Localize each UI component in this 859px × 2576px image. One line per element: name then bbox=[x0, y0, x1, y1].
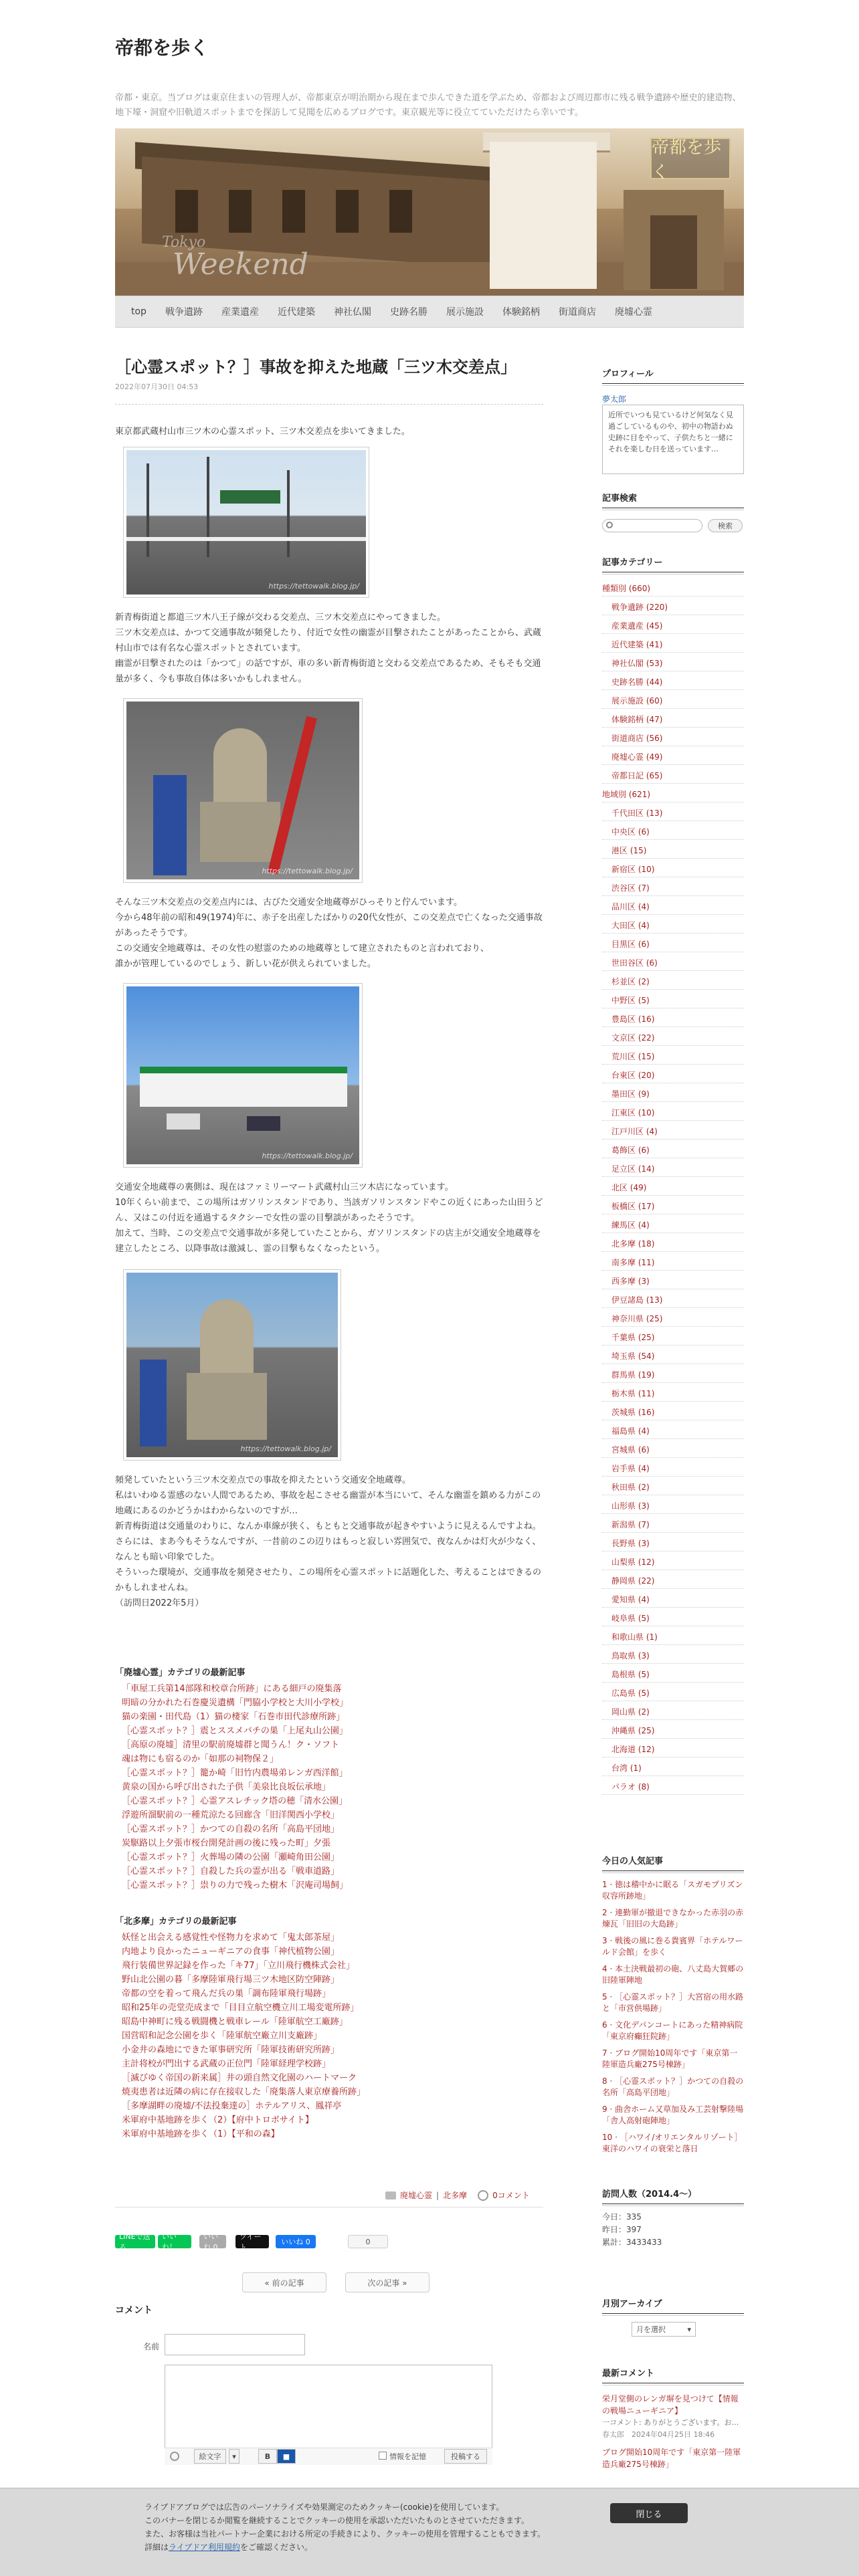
color-button[interactable]: ■ bbox=[277, 2449, 296, 2464]
category-item[interactable]: 目黒区 (6) bbox=[602, 936, 744, 952]
banner-monument-base bbox=[650, 215, 697, 289]
post-title[interactable]: ［心霊スポット？］事故を抑えた地蔵「三ツ木交差点」 bbox=[115, 358, 516, 377]
category-block-link[interactable]: 妖怪と出会える感覚性や怪物力を求めて「鬼太郎茶屋」 bbox=[122, 1933, 340, 1943]
emoji-dropdown[interactable]: ▾ bbox=[229, 2449, 240, 2464]
category-item[interactable]: 岡山県 (2) bbox=[602, 1704, 744, 1720]
post-footer-meta bbox=[385, 2189, 530, 2201]
category-block-link[interactable]: 昭島中神町に残る戦闘機と戦車レール「陸軍航空工廠跡」 bbox=[122, 2017, 348, 2027]
popular-item[interactable]: 5 · ［心霊スポット？］大宮宿の用水路と「市営供場跡」 bbox=[602, 1992, 744, 2013]
popular-item[interactable]: 4 · 本土決戦最初の砲、八丈島大賀郷の旧陸軍陣地 bbox=[602, 1964, 744, 1985]
post-category-link[interactable]: 廃墟心霊 bbox=[400, 2191, 433, 2200]
post-paragraph-2: そんな三ツ木交差点の交差点内には、古びた交通安全地蔵尊がひっそりと佇んでいます。 今から48年前の昭和49(1974)年に、赤子を出産したばかりの20代女性が、この交差点で亡くなった交通事故があったそうです。 この交通安全地蔵尊は、その女性の慰霊のための地蔵尊として建立されたものと言われており、 誰かが管理しているのでしょう、新しい花が供えられていました。 bbox=[115, 897, 543, 969]
nav-item-top[interactable]: top bbox=[131, 306, 147, 317]
cookie-text bbox=[145, 2500, 613, 2554]
post-divider bbox=[115, 404, 543, 405]
main-column bbox=[115, 356, 543, 437]
category-item[interactable]: 神社仏閣 (53) bbox=[602, 655, 744, 671]
category-item[interactable]: 体験銘柄 (47) bbox=[602, 712, 744, 728]
categories-widget-title: 記事カテゴリー bbox=[602, 555, 744, 572]
recent-comment-excerpt: 一コメント: ありがとうございます。お… bbox=[602, 2418, 739, 2427]
category-block-title: 「廃墟心霊」カテゴリの最新記事 bbox=[115, 1668, 246, 1678]
photo-jizo[interactable] bbox=[123, 698, 363, 883]
post-area-link[interactable]: 北多摩 bbox=[443, 2191, 468, 2200]
photo-watermark: https://tettowalk.blog.jp/ bbox=[240, 1444, 331, 1453]
chevron-down-icon: ▾ bbox=[687, 2325, 691, 2334]
category-block-link[interactable]: ［多摩湖畔の廃墟/不法投棄達の］ホテルアリス、鳳祥亭 bbox=[122, 2101, 342, 2111]
category-item[interactable]: 福島県 (4) bbox=[602, 1423, 744, 1439]
post-comment-button[interactable]: 投稿する bbox=[444, 2449, 487, 2464]
category-item[interactable]: 葛飾区 (6) bbox=[602, 1142, 744, 1158]
banner-logo: 帝都を歩く bbox=[650, 138, 731, 179]
comment-name-label: 名前 bbox=[143, 2342, 160, 2351]
photo-jizo-closeup[interactable] bbox=[123, 1269, 341, 1461]
counter-widget-title: 訪問人数（2014.4～） bbox=[602, 2187, 744, 2204]
popular-item[interactable]: 3 · 戦後の風に巻る貴賓界「ホテルワールド会館」を歩く bbox=[602, 1936, 743, 1957]
cookie-line-4-suffix: をご確認ください。 bbox=[240, 2543, 312, 2552]
comment-icon bbox=[478, 2190, 488, 2201]
category-block-link[interactable]: 猫の楽園・田代島（1）猫の棲家「石巻市田代診療所跡」 bbox=[122, 1712, 345, 1722]
category-item[interactable]: 近代建築 (41) bbox=[602, 637, 744, 653]
nav-item-experience[interactable]: 体験銘柄 bbox=[502, 307, 540, 318]
save-info-checkbox[interactable] bbox=[379, 2452, 387, 2460]
category-item[interactable]: 神奈川県 (25) bbox=[602, 1311, 744, 1327]
category-block-link[interactable]: ［心霊スポット？］火葬場の隣の公園「瀬崎角田公園」 bbox=[122, 1852, 340, 1862]
category-item[interactable]: 荒川区 (15) bbox=[602, 1049, 744, 1065]
counter-total: 累計：3433433 bbox=[602, 2238, 662, 2247]
category-block-link[interactable]: 国営昭和記念公園を歩く「陸軍航空廠立川支廠跡」 bbox=[122, 2031, 322, 2041]
folder-icon bbox=[385, 2191, 396, 2199]
meta-separator: | bbox=[436, 2190, 440, 2200]
category-item[interactable]: 板橋区 (17) bbox=[602, 1198, 744, 1214]
category-item[interactable]: 静岡県 (22) bbox=[602, 1573, 744, 1589]
banner-window bbox=[389, 190, 412, 233]
post-paragraph-1: 新青梅街道と都道三ツ木八王子線が交わる交差点、三ツ木交差点にやってきました。 三ツ木交差点は、かつて交通事故が頻発したり、付近で女性の幽霊が目撃されたことがあったことから、武蔵村山市では有名な心霊スポットとされています。 幽霊が目撃されたのは「かつて」の話ですが、車の多い新青梅街道と交わる交差点であるため、そもそも交通量が多く、今も事故自体は多いかもしれません。 bbox=[115, 613, 541, 684]
save-info-label: 情報を記憶 bbox=[389, 2452, 426, 2461]
category-item[interactable]: 街道商店 (56) bbox=[602, 730, 744, 746]
category-item[interactable]: 世田谷区 (6) bbox=[602, 955, 744, 971]
bold-button[interactable]: B bbox=[258, 2449, 277, 2464]
category-item[interactable]: 地域別 (621) bbox=[602, 786, 744, 802]
category-item[interactable]: 宮城県 (6) bbox=[602, 1442, 744, 1458]
category-item[interactable]: 練馬区 (4) bbox=[602, 1217, 744, 1233]
cookie-line-4-prefix: 詳細は bbox=[145, 2543, 169, 2552]
search-icon bbox=[606, 522, 613, 528]
category-item[interactable]: 種類別 (660) bbox=[602, 580, 744, 597]
facebook-like-button[interactable]: いいね 0 bbox=[276, 2235, 316, 2248]
photo-watermark: https://tettowalk.blog.jp/ bbox=[262, 867, 353, 875]
photo-intersection[interactable] bbox=[123, 447, 369, 598]
category-item[interactable]: 沖縄県 (25) bbox=[602, 1723, 744, 1739]
category-item[interactable]: 新潟県 (7) bbox=[602, 1517, 744, 1533]
category-block-link[interactable]: ［心霊スポット？］自殺した兵の霊が出る「戦車道路」 bbox=[122, 1866, 340, 1876]
category-item[interactable]: 新宿区 (10) bbox=[602, 861, 744, 877]
search-widget-title: 記事検索 bbox=[602, 491, 744, 508]
category-item[interactable]: 和歌山県 (1) bbox=[602, 1629, 744, 1645]
category-item[interactable]: 帝都日記 (65) bbox=[602, 768, 744, 784]
category-item[interactable]: 山形県 (3) bbox=[602, 1498, 744, 1514]
photo-watermark: https://tettowalk.blog.jp/ bbox=[268, 582, 359, 591]
popular-item[interactable]: 8 · ［心霊スポット？］かつての自殺の名所「高島平団地」 bbox=[602, 2076, 744, 2097]
archive-select-value: 月を選択 bbox=[636, 2325, 666, 2334]
post-paragraph-3: 交通安全地蔵尊の裏側は、現在はファミリーマート武蔵村山三ツ木店になっています。 10年くらい前まで、この場所はガソリンスタンドであり、当該ガソリンスタンドやこの近くにあった山田うどん、又はこの付近を通過するタクシーで女性の霊の目撃談があったそうです。 加えて、当時、この交差点で交通事故が多発していたことから、ガソリンスタンドの店主が交通安全地蔵尊を建立したところ、以降事故は激減し、霊の目撃もなくなったという。 bbox=[115, 1182, 543, 1254]
category-block-list bbox=[115, 1931, 543, 2141]
banner-window bbox=[282, 190, 305, 233]
category-item[interactable]: 台東区 (20) bbox=[602, 1067, 744, 1083]
category-block-link[interactable]: 帝都の空を着って飛んだ兵の巣「調布陸軍飛行場跡」 bbox=[122, 1989, 331, 1999]
category-block-link[interactable]: ［心霊スポット？］籠か崎「旧竹内農場弟レンガ西洋館」 bbox=[122, 1768, 348, 1778]
nav-item-historic[interactable]: 史跡名勝 bbox=[389, 307, 427, 318]
popular-item[interactable]: 1 · 徳は稽中かに眠る「スガモプリズン収容所跡地」 bbox=[602, 1880, 743, 1901]
category-block-link[interactable]: 主計将校が門出する武蔵の正位門「陸軍経理学校跡」 bbox=[122, 2059, 331, 2069]
category-block-link[interactable]: 明暗の分かれた石巻慶災遺構「門脇小学校と大川小学校」 bbox=[122, 1698, 349, 1708]
nav-item-industry[interactable]: 産業遺産 bbox=[221, 307, 259, 318]
post-intro: 東京都武蔵村山市三ツ木の心霊スポット、三ツ木交差点を歩いてきました。 bbox=[115, 427, 410, 437]
category-item[interactable]: 埼玉県 (54) bbox=[602, 1348, 744, 1364]
counter-yesterday: 昨日：397 bbox=[602, 2225, 642, 2234]
nav-item-shrine[interactable]: 神社仏閣 bbox=[333, 307, 371, 318]
profile-name[interactable]: 夢太郎 bbox=[602, 395, 627, 404]
cookie-line-1: ライブドアブログでは広告のパーソナライズや効果測定のためクッキー(cookie)を使用しています。 bbox=[145, 2502, 504, 2512]
nav-item-museum[interactable]: 展示施設 bbox=[446, 307, 484, 318]
category-item[interactable]: 江東区 (10) bbox=[602, 1105, 744, 1121]
category-block-link[interactable]: 米軍府中基地跡を歩く（1）【平和の森】 bbox=[122, 2129, 280, 2139]
recent-comments-list bbox=[602, 2393, 744, 2470]
category-item[interactable]: 展示施設 (60) bbox=[602, 693, 744, 709]
banner-window bbox=[175, 190, 198, 233]
global-nav bbox=[115, 296, 744, 328]
category-block-link[interactable]: 小金井の森地にできた軍事研究所「陸軍技術研究所跡」 bbox=[122, 2045, 340, 2055]
cookie-line-3: また、お客様は当社パートナー企業における所定の手続きにより、クッキーの使用を管理することもできます。 bbox=[145, 2529, 546, 2539]
search-button[interactable]: 検索 bbox=[708, 519, 743, 532]
popular-item[interactable]: 2 · 連勤軍が撤退できなかった赤羽の赤煉瓦「旧旧の大島跡」 bbox=[602, 1908, 744, 1929]
profile-text: 近所でいつも見ているけど何気なく見過ごしているものや、初中の物語わぬ史跡に目をやって、子供たちと一緒にそれを楽しむ日を送っています… bbox=[602, 405, 744, 474]
category-item[interactable]: 千代田区 (13) bbox=[602, 805, 744, 821]
popular-item[interactable]: 6 · 文化デパンコートにあった精神病院「東京府癲狂院跡」 bbox=[602, 2020, 743, 2041]
photo-watermark: https://tettowalk.blog.jp/ bbox=[262, 1152, 353, 1160]
post-paragraph-4: 頻発していたという三ツ木交差点での事故を抑えたという交通安全地蔵尊。 私はいわゆる霊感のない人間であるため、事故を起こさせる幽霊が本当にいて、そんな幽霊を鎮める力がこの地蔵にあるのかどうかはわからないのですが… 新青梅街道は交通量のわりに、なんか車線が狭く、もともと交通事故が起きやすいように見えるんですよね。 さらには、まあ今もそうなんですが、一昔前のこの辺りはもっと寂しい雰囲気で、夜なんかは灯火が少なく、なんとも暗い印象でした。 そういった環境が、交通事故を頻発させたり、この場所を心霊スポットに話題化した、考えることはできるのかもしれませんね。 （訪問日2022年5月） bbox=[115, 1475, 542, 1608]
banner-script-tokyo: Tokyo bbox=[162, 234, 206, 251]
comment-name-input[interactable] bbox=[165, 2334, 305, 2355]
category-item[interactable]: 茨城県 (16) bbox=[602, 1404, 744, 1420]
profile-widget-title: プロフィール bbox=[602, 366, 744, 384]
site-title[interactable]: 帝都を歩く bbox=[115, 37, 209, 59]
category-item[interactable]: 産業遺産 (45) bbox=[602, 618, 744, 634]
category-item[interactable]: 中央区 (6) bbox=[602, 824, 744, 840]
category-block-link[interactable]: 黄泉の国から呼び出された子供「美泉比良坂伝承地」 bbox=[122, 1782, 331, 1792]
category-block-kitatama bbox=[115, 1914, 543, 2141]
banner-window bbox=[229, 190, 252, 233]
archive-select[interactable] bbox=[632, 2322, 696, 2337]
category-item[interactable]: 伊豆諸島 (13) bbox=[602, 1292, 744, 1308]
banner-script-weekend: Weekend bbox=[173, 247, 308, 282]
emoji-button[interactable]: 絵文字 bbox=[194, 2449, 226, 2464]
category-item[interactable]: 中野区 (5) bbox=[602, 992, 744, 1008]
category-item[interactable]: 栃木県 (11) bbox=[602, 1386, 744, 1402]
popular-item[interactable]: 7 · ブログ開始10周年です「東京第一陸軍造兵廠275号棟跡」 bbox=[602, 2048, 738, 2069]
category-item[interactable]: 文京区 (22) bbox=[602, 1030, 744, 1046]
category-item[interactable]: 台湾 (1) bbox=[602, 1760, 744, 1776]
category-item[interactable]: 史跡名勝 (44) bbox=[602, 674, 744, 690]
category-item[interactable]: 長野県 (3) bbox=[602, 1535, 744, 1551]
category-item[interactable]: 杉並区 (2) bbox=[602, 974, 744, 990]
category-item[interactable]: 山梨県 (12) bbox=[602, 1554, 744, 1570]
popular-item[interactable]: 9 · 曲舎ホーム又草加及み工芸射撃陸場「舎人高射砲陣地」 bbox=[602, 2105, 744, 2125]
prev-post-button[interactable]: « 前の記事 bbox=[242, 2272, 326, 2292]
category-item[interactable]: 北多摩 (18) bbox=[602, 1236, 744, 1252]
archive-widget-title: 月別アーカイブ bbox=[602, 2296, 744, 2314]
category-block-list bbox=[115, 1682, 543, 1893]
next-post-button[interactable]: 次の記事 » bbox=[345, 2272, 430, 2292]
category-item[interactable]: 群馬県 (19) bbox=[602, 1367, 744, 1383]
cookie-line-2: このバナーを閉じるか閲覧を継続することでクッキーの使用を承認いただいたものとさせていただきます。 bbox=[145, 2516, 530, 2525]
cookie-banner bbox=[0, 2488, 859, 2576]
category-item[interactable]: 豊島区 (16) bbox=[602, 1011, 744, 1027]
category-item[interactable]: 品川区 (4) bbox=[602, 899, 744, 915]
category-item[interactable]: 港区 (15) bbox=[602, 843, 744, 859]
footer-divider bbox=[115, 2207, 543, 2208]
category-item[interactable]: 廃墟心霊 (49) bbox=[602, 749, 744, 765]
category-item[interactable]: 北区 (49) bbox=[602, 1180, 744, 1196]
cookie-line-4 bbox=[145, 2541, 613, 2554]
category-item[interactable]: 広島県 (5) bbox=[602, 1685, 744, 1701]
category-item[interactable]: 江戸川区 (4) bbox=[602, 1123, 744, 1140]
recent-comment-post-link[interactable]: 栄月堂側のレンガ塀を見つけて【情報の戦場ニューギニア】 bbox=[602, 2394, 739, 2416]
category-block-link[interactable]: 飛行装備世界記録を作った「キ77」「立川飛行機株式会社」 bbox=[122, 1961, 355, 1971]
category-item[interactable]: 大田区 (4) bbox=[602, 918, 744, 934]
banner-building bbox=[490, 142, 597, 289]
recent-comments-title: 最新コメント bbox=[602, 2366, 744, 2383]
nav-item-modern[interactable]: 近代建築 bbox=[277, 307, 315, 318]
photo-familymart[interactable] bbox=[123, 983, 363, 1168]
line-share-button[interactable]: LINEで送る bbox=[115, 2235, 155, 2248]
category-item[interactable]: 渋谷区 (7) bbox=[602, 880, 744, 896]
settings-icon[interactable] bbox=[170, 2452, 179, 2461]
category-block-link[interactable]: 炭駆路以上夕張市桜台開発計画の後に残った町」夕張 bbox=[122, 1838, 331, 1848]
visitor-counter bbox=[602, 2211, 744, 2249]
category-item[interactable]: 南多摩 (11) bbox=[602, 1255, 744, 1271]
site-header bbox=[115, 33, 744, 120]
cookie-close-button[interactable]: 閉じる bbox=[610, 2503, 688, 2523]
line-like-button[interactable]: いいね！ bbox=[158, 2235, 191, 2248]
profile-widget bbox=[602, 393, 744, 474]
pocket-button[interactable]: 0 bbox=[348, 2235, 388, 2248]
category-item[interactable]: 岐阜県 (5) bbox=[602, 1610, 744, 1626]
post-date: 2022年07月30日 04:53 bbox=[115, 383, 199, 391]
category-block-link[interactable]: 米軍府中基地跡を歩く（2）【府中トロボサイト】 bbox=[122, 2115, 314, 2125]
category-block-link[interactable]: 焼夷患者は近隣の病に存在接収した「廃集落人東京療養所跡」 bbox=[122, 2087, 366, 2097]
nav-item-war[interactable]: 戦争遺跡 bbox=[165, 307, 203, 318]
category-item[interactable]: 鳥取県 (3) bbox=[602, 1648, 744, 1664]
category-item[interactable]: 墨田区 (9) bbox=[602, 1086, 744, 1102]
tweet-button[interactable]: ツイート bbox=[235, 2235, 269, 2248]
category-block-link[interactable]: ［高原の廃墟］清里の駅前廃墟群と聞うん！ク・ソフト bbox=[122, 1740, 340, 1750]
comment-heading: コメント bbox=[115, 2305, 153, 2316]
category-item[interactable]: 千葉県 (25) bbox=[602, 1329, 744, 1346]
category-block-link[interactable]: 昭和25年の売堂売成まで「目目立航空機立川工場変電所跡」 bbox=[122, 2003, 359, 2013]
category-block-link[interactable]: 浮遊所溜駅前の一種荒涼たる回廊含「旧洋関西小学校」 bbox=[122, 1810, 340, 1820]
category-item[interactable]: 秋田県 (2) bbox=[602, 1479, 744, 1495]
category-item[interactable]: 愛知県 (4) bbox=[602, 1592, 744, 1608]
category-block-link[interactable]: ［心霊スポット？］心霊アスレチック塔の穂「清水公園」 bbox=[122, 1796, 348, 1806]
counter-today: 今日：335 bbox=[602, 2212, 642, 2222]
popular-widget-title: 今日の人気記事 bbox=[602, 1854, 744, 1871]
category-block-link[interactable]: ［心霊スポット？］かつての自殺の名所「高島平団地」 bbox=[122, 1824, 340, 1834]
nav-item-street[interactable]: 街道商店 bbox=[558, 307, 596, 318]
popular-item[interactable]: 10 · ［ハワイ/オリエンタルリゾート］東洋のハワイの衰栄と落日 bbox=[602, 2133, 743, 2153]
search-input[interactable] bbox=[602, 519, 702, 532]
header-banner[interactable] bbox=[115, 128, 744, 296]
banner-window bbox=[336, 190, 359, 233]
category-item[interactable]: 北海道 (12) bbox=[602, 1741, 744, 1757]
category-block-link[interactable]: 魂は物にも宿るのか「如那の祠物保２」 bbox=[122, 1754, 279, 1764]
category-item[interactable]: パラオ (8) bbox=[602, 1779, 744, 1795]
terms-link[interactable]: ライブドア利用規約 bbox=[169, 2543, 240, 2552]
category-block-link[interactable]: ［心霊スポット？］震とススメバチの巣「上尾丸山公園」 bbox=[122, 1726, 348, 1736]
category-block-link[interactable]: 野山北公園の暮「多摩陸軍飛行場三ツ木地区防空陣跡」 bbox=[122, 1975, 340, 1985]
category-block-link[interactable]: 「車屋工兵第14部隊和校章合所跡」にある細戸の廃集落 bbox=[122, 1684, 342, 1694]
category-block-link[interactable]: ［滅びゆく帝国の新来属］井の頭自然文化園のハートマーク bbox=[122, 2073, 357, 2083]
recent-comment-post-link[interactable]: ブログ開始10周年です「東京第一陸軍造兵廠275号棟跡」 bbox=[602, 2448, 741, 2469]
category-item[interactable]: 足立区 (14) bbox=[602, 1161, 744, 1177]
category-block-ruins bbox=[115, 1665, 543, 1893]
category-item[interactable]: 戦争遺跡 (220) bbox=[602, 599, 744, 615]
recent-comment-meta: 春太郎 2024年04月25日 18:46 bbox=[602, 2430, 715, 2439]
misc-share-button[interactable]: いいね 0 bbox=[199, 2235, 226, 2248]
category-block-title: 「北多摩」カテゴリの最新記事 bbox=[115, 1917, 237, 1927]
category-block-link[interactable]: ［心霊スポット？］祟りの力で残った樹木「沢庵司場飼」 bbox=[122, 1881, 349, 1891]
category-item[interactable]: 島根県 (5) bbox=[602, 1667, 744, 1683]
category-item[interactable]: 岩手県 (4) bbox=[602, 1461, 744, 1477]
nav-item-ruins[interactable]: 廃墟心霊 bbox=[614, 307, 652, 318]
category-block-link[interactable]: 内地より良かったニューギニアの食事「神代植物公園」 bbox=[122, 1947, 340, 1957]
site-description: 帝都・東京。当ブログは東京住まいの管理人が、帝都東京が明治期から現在まで歩んできた道を学ぶため、帝都および周辺都市に残る戦争遺跡や歴史的建造物、地下壕・洞窟や旧軌道スポットまでを探訪して見聞を広めるブログです。東京観光等に役立てていただけたら幸いです。 bbox=[115, 93, 741, 118]
post-comments-link[interactable]: 0コメント bbox=[492, 2191, 530, 2200]
category-item[interactable]: 西多摩 (3) bbox=[602, 1273, 744, 1289]
